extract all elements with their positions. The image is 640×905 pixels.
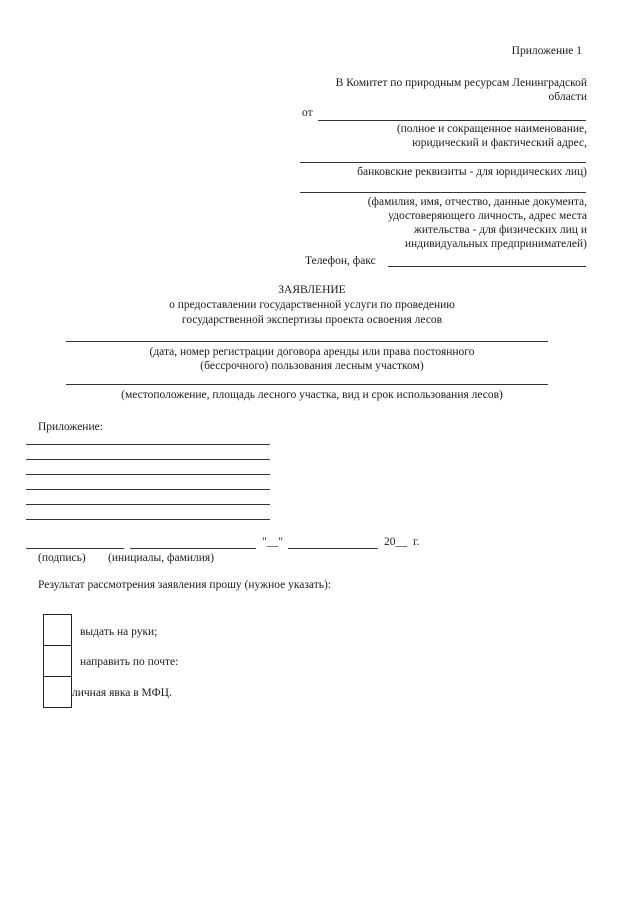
option-checkbox-mail[interactable] (43, 645, 72, 677)
person-hint-4: индивидуальных предпринимателей) (404, 238, 587, 250)
date-year: 20__ (384, 536, 407, 548)
date-year-suffix: г. (413, 536, 420, 548)
contract-hint-2: (бессрочного) пользования лесным участком) (200, 360, 424, 372)
org-hint-3: банковские реквизиты - для юридических лиц) (357, 166, 587, 178)
attachment-line[interactable] (26, 519, 270, 520)
org-hint-1: (полное и сокращенное наименование, (396, 123, 587, 135)
date-day: "__" (262, 536, 283, 548)
option-label-mfc: личная явка в МФЦ. (72, 687, 172, 699)
result-prompt: Результат рассмотрения заявления прошу (нужное указать): (38, 579, 332, 591)
org-field-line[interactable] (300, 162, 586, 163)
option-label-mail: направить по почте: (80, 656, 179, 668)
phone-label: Телефон, факс (305, 255, 376, 267)
document-title: ЗАЯВЛЕНИЕ (278, 284, 346, 296)
phone-field-line[interactable] (388, 266, 586, 267)
person-hint-1: (фамилия, имя, отчество, данные документа, (367, 196, 587, 208)
location-field-line[interactable] (66, 384, 548, 385)
attachment-line[interactable] (26, 444, 270, 445)
location-hint: (местоположение, площадь лесного участка, вид и срок использования лесов) (121, 389, 503, 401)
addressee-line-1: В Комитет по природным ресурсам Ленинградской (335, 77, 587, 89)
attachments-label: Приложение: (38, 421, 103, 433)
appendix-label: Приложение 1 (511, 45, 582, 57)
from-label: от (302, 107, 313, 119)
option-label-hand: выдать на руки; (80, 626, 158, 638)
from-field-line[interactable] (318, 120, 586, 121)
attachment-line[interactable] (26, 459, 270, 460)
initials-field-line[interactable] (130, 548, 256, 549)
initials-hint: (инициалы, фамилия) (108, 552, 215, 564)
option-checkbox-hand[interactable] (43, 614, 72, 646)
document-subtitle-2: государственной экспертизы проекта освоения лесов (181, 314, 443, 326)
addressee-line-2: области (548, 91, 587, 103)
person-hint-3: жительства - для физических лиц и (413, 224, 587, 236)
attachment-line[interactable] (26, 489, 270, 490)
contract-hint-1: (дата, номер регистрации договора аренды или права постоянного (149, 346, 475, 358)
signature-field-line[interactable] (26, 548, 124, 549)
contract-field-line[interactable] (66, 341, 548, 342)
option-checkbox-mfc[interactable] (43, 676, 72, 708)
signature-hint: (подпись) (38, 552, 86, 564)
person-field-line[interactable] (300, 192, 586, 193)
date-month-line[interactable] (288, 548, 378, 549)
person-hint-2: удостоверяющего личность, адрес места (388, 210, 587, 222)
attachment-line[interactable] (26, 504, 270, 505)
document-subtitle-1: о предоставлении государственной услуги по проведению (169, 299, 455, 311)
attachment-line[interactable] (26, 474, 270, 475)
org-hint-2: юридический и фактический адрес, (412, 137, 587, 149)
